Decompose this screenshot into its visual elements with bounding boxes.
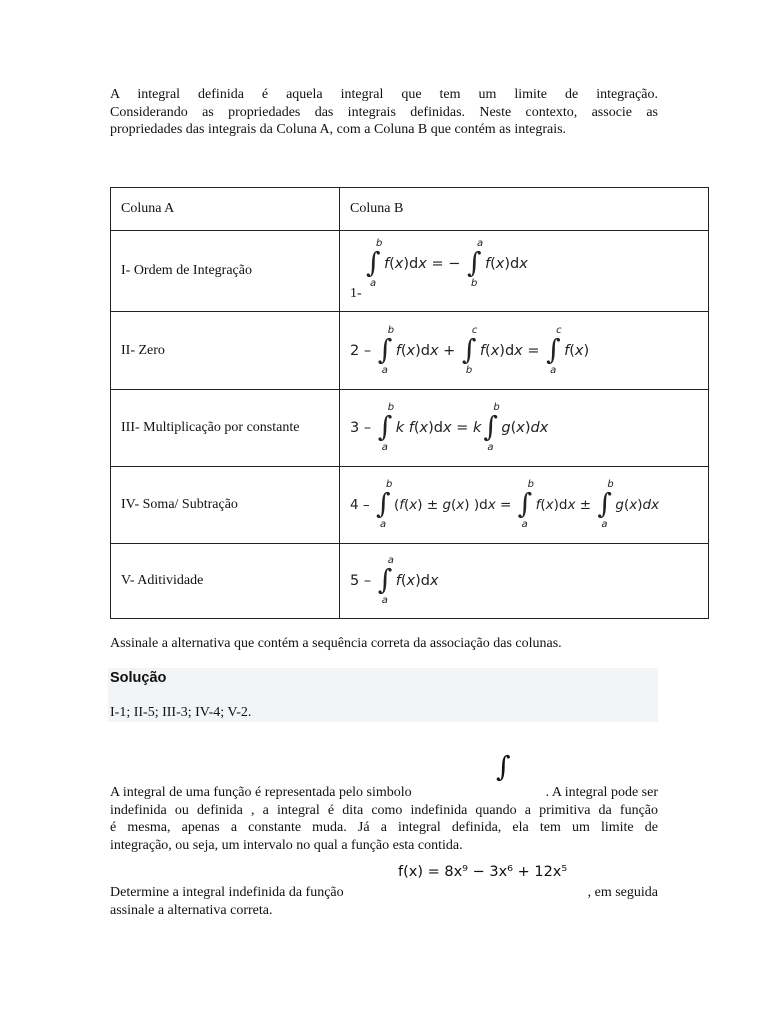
integral-symbol-icon: ∫ [496,750,511,783]
function-expression: f(x) = 8x⁹ − 3x⁶ + 12x⁵ [398,864,568,880]
formula-number: 3 – [350,420,372,436]
table-row [111,544,709,619]
intro-line: A integral definida é aquela integral que tem um limite de integração. [110,87,658,102]
integral-formula-3: 3 – ∫ b a k f(x)dx = k ∫ b a g(x)dx [350,402,549,453]
formula-number: 5 – [350,573,372,589]
table-row [111,312,709,390]
explanation-paragraph [110,784,658,854]
integral-cell [340,390,709,467]
integral-formula-5: 5 – ∫ a a f(x)dx [350,555,439,606]
solution-title: Solução [110,670,167,686]
formula-number: 1- [350,286,362,301]
property-cell: V- Aditividade [111,544,340,619]
column-b-header: Coluna B [340,188,709,231]
integral-cell [340,467,709,544]
integral-cell [340,231,709,312]
question-paragraph [110,884,658,919]
association-table [110,187,709,619]
property-cell: IV- Soma/ Subtração [111,467,340,544]
intro-line: propriedades das integrais da Coluna A, com a Coluna B que contém as integrais. [110,122,567,137]
explanation-line: é mesma, apenas a constante muda. Já a integral definida, ela tem um limite de [110,820,658,835]
formula-number: 2 – [350,342,372,359]
integral-cell [340,312,709,390]
formula-number: 4 – [350,497,370,513]
integral-formula-4: 4 – ∫ b a (f(x) ± g(x) )dx = ∫ b a f(x)dx ± ∫ b a g(x)dx [350,479,660,530]
question-line-left: Determine a integral indefinida da função [110,885,344,900]
question-line: assinale a alternativa correta. [110,902,273,918]
explanation-line: integração, ou seja, um intervalo no qual a função esta contida. [110,837,463,853]
property-cell: III- Multiplicação por constante [111,390,340,467]
explanation-line: indefinida ou definida , a integral é dita como indefinida quando a primitiva da função [110,802,658,818]
property-cell: II- Zero [111,312,340,390]
explanation-line-right: . A integral pode ser [545,785,658,800]
intro-line: Considerando as propriedades das integrais definidas. Neste contexto, associe as [110,104,658,120]
table-row [111,231,709,312]
integral-formula-1: ∫ b a f(x)dx = − ∫ a b f(x)dx [366,238,528,289]
solution-text: I-1; II-5; III-3; IV-4; V-2. [110,705,252,720]
table-row [111,390,709,467]
integral-formula-2: 2 – ∫ b a f(x)dx + ∫ c b f(x)dx = ∫ c a f(x) [350,324,590,376]
question-prompt: Assinale a alternativa que contém a sequência correta da associação das colunas. [110,636,562,651]
integral-cell [340,544,709,619]
solution-box [108,668,658,722]
explanation-line [110,784,658,802]
question-line-right: , em seguida [587,885,658,900]
explanation-line-left: A integral de uma função é representada pelo simbolo [110,785,412,800]
intro-paragraph [110,86,658,139]
table-header-row [111,188,709,231]
column-a-header: Coluna A [111,188,340,231]
property-cell: I- Ordem de Integração [111,231,340,312]
question-line [110,884,658,902]
table-row [111,467,709,544]
